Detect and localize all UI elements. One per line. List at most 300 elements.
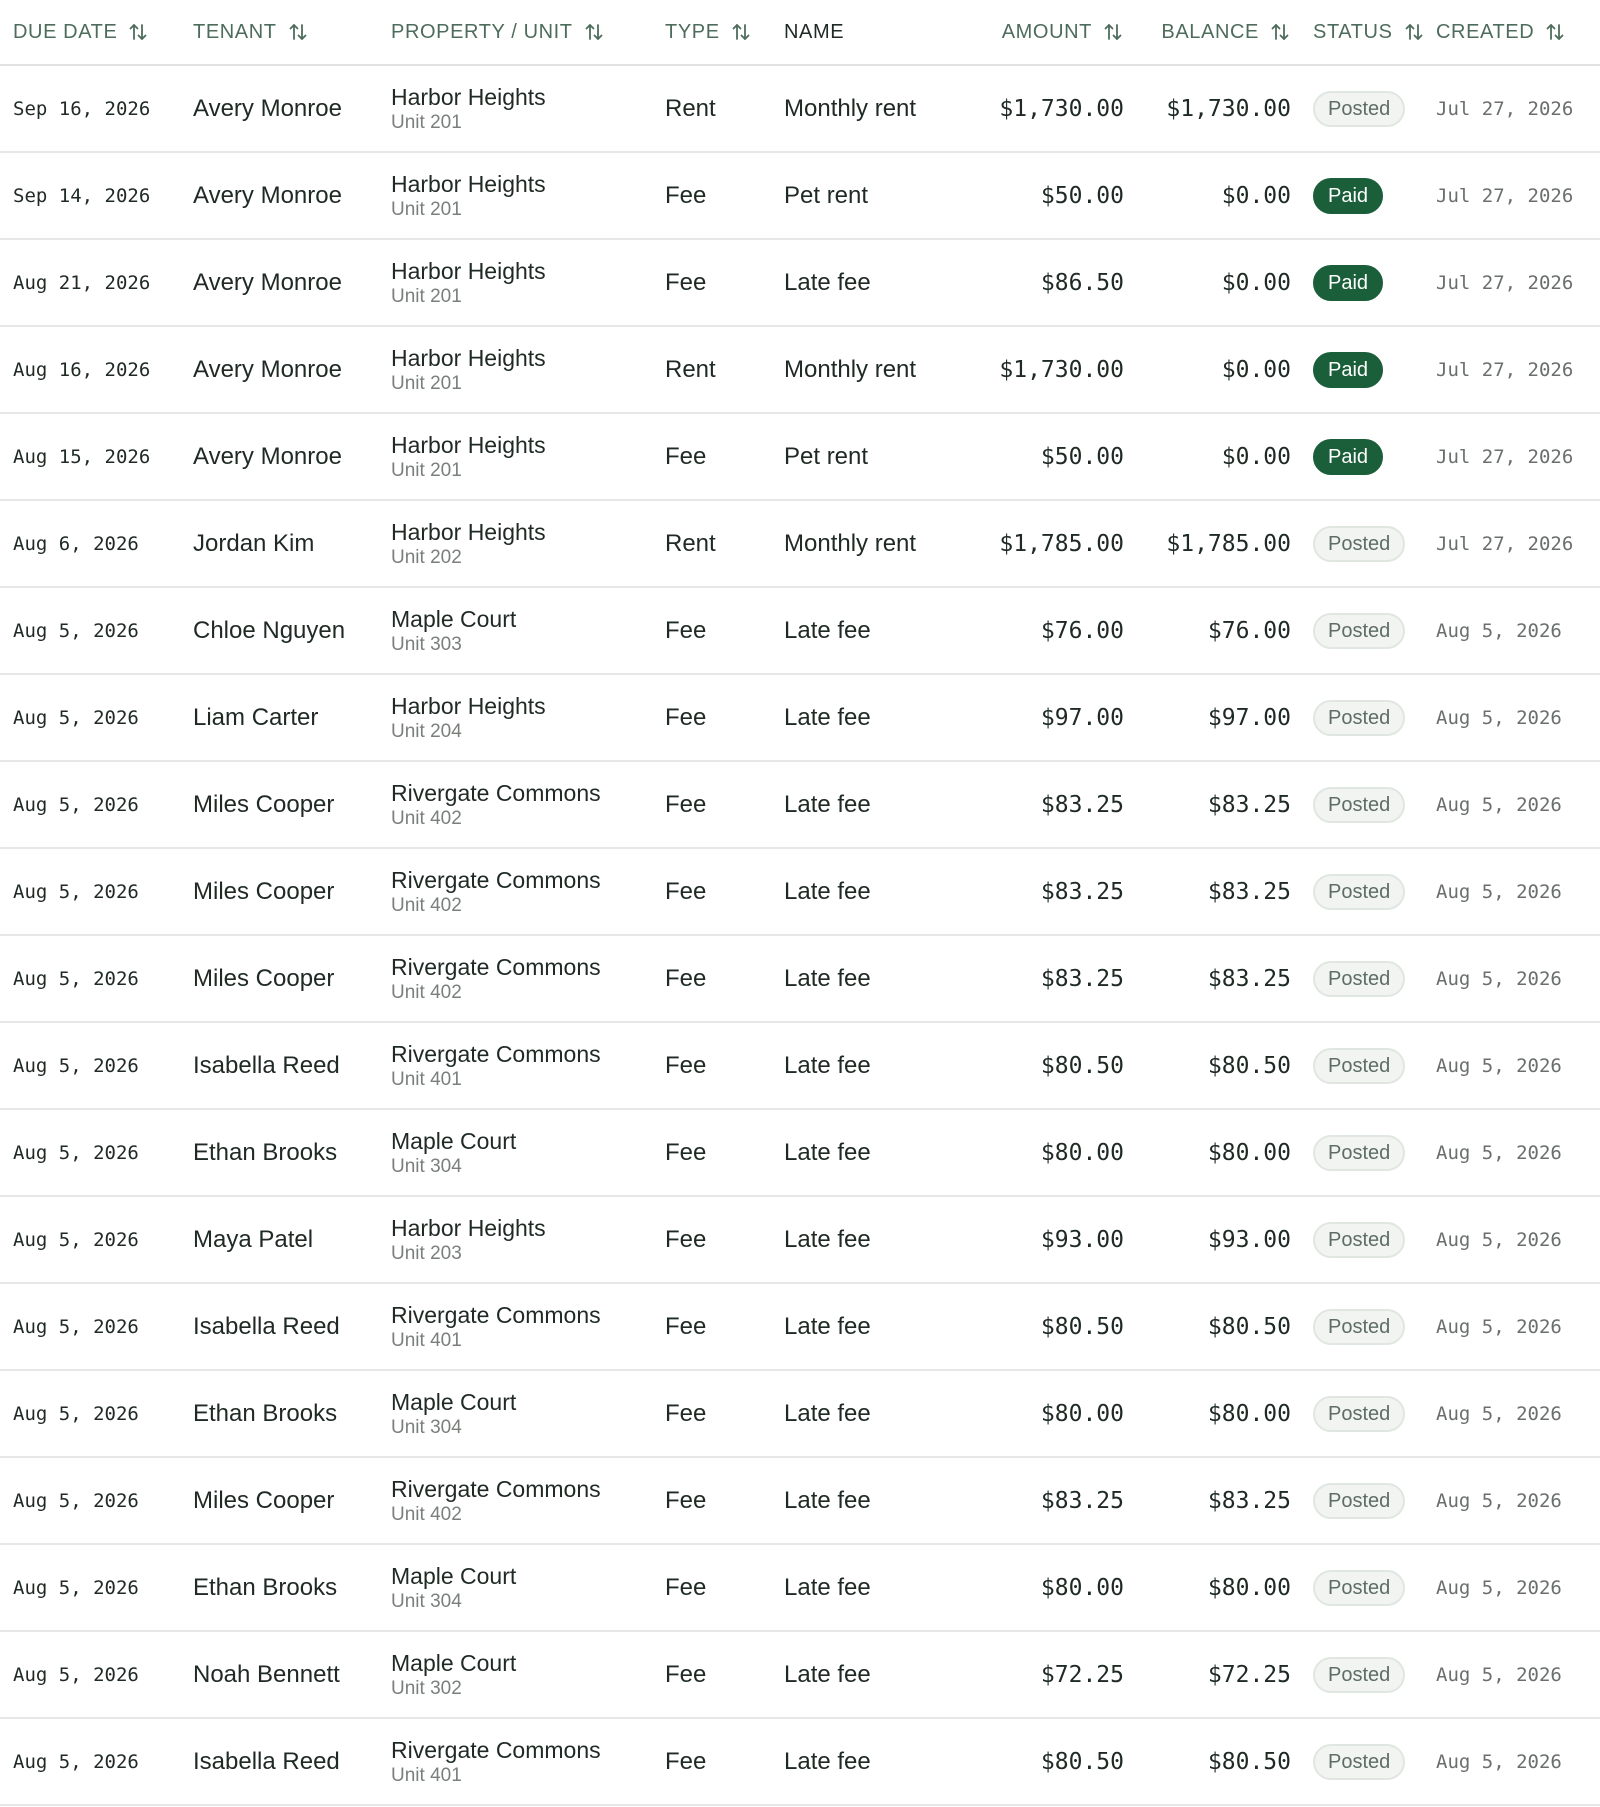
header-type-label: TYPE xyxy=(665,20,720,43)
unit-label: Unit 204 xyxy=(391,720,462,742)
status-cell xyxy=(1293,91,1433,127)
status-cell xyxy=(1293,1744,1433,1780)
created-date: Aug 5, 2026 xyxy=(1436,967,1562,990)
property-name: Rivergate Commons xyxy=(391,1040,601,1067)
status-badge: Paid xyxy=(1313,265,1383,301)
charge-name: Monthly rent xyxy=(784,529,917,557)
property-cell xyxy=(391,1128,665,1178)
amount: $93.00 xyxy=(1040,1226,1124,1253)
charge-type: Fee xyxy=(665,1660,707,1688)
name-cell xyxy=(784,1574,959,1602)
amount-cell xyxy=(959,1227,1126,1253)
charge-name: Late fee xyxy=(784,703,871,731)
header-property-label: PROPERTY / UNIT xyxy=(391,20,573,43)
status-badge: Paid xyxy=(1313,352,1383,388)
tenant-name: Avery Monroe xyxy=(193,442,342,470)
unit-label: Unit 402 xyxy=(391,807,462,829)
table-row[interactable] xyxy=(0,1545,1600,1632)
property-name: Harbor Heights xyxy=(391,518,546,545)
table-row[interactable] xyxy=(0,1023,1600,1110)
tenant-cell xyxy=(179,530,391,558)
balance: $83.25 xyxy=(1207,965,1291,992)
charge-type: Fee xyxy=(665,1747,707,1775)
type-cell xyxy=(665,95,784,123)
balance: $80.50 xyxy=(1207,1313,1291,1340)
created-date: Aug 5, 2026 xyxy=(1436,880,1562,903)
charge-type: Fee xyxy=(665,964,707,992)
property-cell xyxy=(391,780,665,830)
status-badge: Paid xyxy=(1313,439,1383,475)
tenant-name: Liam Carter xyxy=(193,703,319,731)
amount-cell xyxy=(959,879,1126,905)
balance-cell xyxy=(1126,705,1293,731)
charge-name: Late fee xyxy=(784,1138,871,1166)
due-date-cell xyxy=(0,533,179,555)
tenant-name: Miles Cooper xyxy=(193,1486,335,1514)
amount: $72.25 xyxy=(1040,1661,1124,1688)
amount-cell xyxy=(959,1053,1126,1079)
status-badge: Posted xyxy=(1313,91,1405,127)
status-cell xyxy=(1293,1483,1433,1519)
header-balance[interactable] xyxy=(1126,21,1293,44)
balance: $1,785.00 xyxy=(1166,530,1291,557)
created-cell xyxy=(1433,881,1600,903)
amount-cell xyxy=(959,1749,1126,1775)
status-cell xyxy=(1293,352,1433,388)
balance: $83.25 xyxy=(1207,1487,1291,1514)
tenant-name: Avery Monroe xyxy=(193,94,342,122)
table-body xyxy=(0,66,1600,1806)
balance-cell xyxy=(1126,1488,1293,1514)
amount-cell xyxy=(959,705,1126,731)
created-cell xyxy=(1433,1664,1600,1686)
property-cell xyxy=(391,1563,665,1613)
table-row[interactable] xyxy=(0,1110,1600,1197)
due-date: Aug 5, 2026 xyxy=(13,1228,139,1251)
created-date: Aug 5, 2026 xyxy=(1436,1663,1562,1686)
status-cell xyxy=(1293,526,1433,562)
balance-cell xyxy=(1126,792,1293,818)
charge-name: Monthly rent xyxy=(784,355,917,383)
header-tenant-label: TENANT xyxy=(193,20,277,43)
tenant-name: Avery Monroe xyxy=(193,355,342,383)
created-date: Jul 27, 2026 xyxy=(1436,532,1574,555)
tenant-cell xyxy=(179,1313,391,1341)
tenant-cell xyxy=(179,1052,391,1080)
table-row[interactable] xyxy=(0,327,1600,414)
unit-label: Unit 402 xyxy=(391,981,462,1003)
due-date-cell xyxy=(0,359,179,381)
balance: $97.00 xyxy=(1207,704,1291,731)
header-created[interactable] xyxy=(1433,21,1600,44)
created-date: Aug 5, 2026 xyxy=(1436,793,1562,816)
tenant-name: Avery Monroe xyxy=(193,181,342,209)
status-badge: Posted xyxy=(1313,787,1405,823)
header-status-label: STATUS xyxy=(1313,20,1393,43)
unit-label: Unit 401 xyxy=(391,1329,462,1351)
name-cell xyxy=(784,530,959,558)
created-date: Aug 5, 2026 xyxy=(1436,1315,1562,1338)
status-badge: Posted xyxy=(1313,1744,1405,1780)
tenant-name: Miles Cooper xyxy=(193,964,335,992)
property-cell xyxy=(391,258,665,308)
amount: $80.50 xyxy=(1040,1052,1124,1079)
sort-arrows-icon[interactable] xyxy=(127,21,149,43)
table-row[interactable] xyxy=(0,936,1600,1023)
amount: $76.00 xyxy=(1040,617,1124,644)
table-row[interactable] xyxy=(0,1632,1600,1719)
due-date-cell xyxy=(0,1751,179,1773)
due-date-cell xyxy=(0,620,179,642)
balance-cell xyxy=(1126,966,1293,992)
balance-cell xyxy=(1126,1314,1293,1340)
header-amount[interactable] xyxy=(959,21,1126,44)
name-cell xyxy=(784,443,959,471)
due-date: Aug 5, 2026 xyxy=(13,1315,139,1338)
due-date: Aug 5, 2026 xyxy=(13,1489,139,1512)
created-date: Aug 5, 2026 xyxy=(1436,1576,1562,1599)
status-cell xyxy=(1293,787,1433,823)
status-cell xyxy=(1293,178,1433,214)
balance: $76.00 xyxy=(1207,617,1291,644)
property-cell xyxy=(391,1215,665,1265)
property-cell xyxy=(391,954,665,1004)
due-date-cell xyxy=(0,272,179,294)
charge-type: Rent xyxy=(665,94,716,122)
name-cell xyxy=(784,269,959,297)
unit-label: Unit 304 xyxy=(391,1416,462,1438)
property-name: Rivergate Commons xyxy=(391,1301,601,1328)
sort-arrows-icon[interactable] xyxy=(730,21,752,43)
charge-name: Late fee xyxy=(784,877,871,905)
type-cell xyxy=(665,1574,784,1602)
header-type[interactable] xyxy=(665,21,784,44)
table-row[interactable] xyxy=(0,1284,1600,1371)
unit-label: Unit 203 xyxy=(391,1242,462,1264)
due-date-cell xyxy=(0,1229,179,1251)
sort-arrows-icon[interactable] xyxy=(1269,21,1291,43)
header-property-unit[interactable] xyxy=(391,21,665,44)
status-badge: Paid xyxy=(1313,178,1383,214)
table-row[interactable] xyxy=(0,153,1600,240)
balance-cell xyxy=(1126,1140,1293,1166)
created-date: Aug 5, 2026 xyxy=(1436,1141,1562,1164)
due-date: Aug 5, 2026 xyxy=(13,619,139,642)
charge-type: Fee xyxy=(665,1312,707,1340)
balance: $83.25 xyxy=(1207,878,1291,905)
balance: $0.00 xyxy=(1221,443,1291,470)
table-row[interactable] xyxy=(0,675,1600,762)
property-name: Maple Court xyxy=(391,1388,517,1415)
status-badge: Posted xyxy=(1313,1135,1405,1171)
tenant-cell xyxy=(179,1226,391,1254)
table-row[interactable] xyxy=(0,762,1600,849)
name-cell xyxy=(784,1139,959,1167)
sort-arrows-icon[interactable] xyxy=(583,21,605,43)
property-cell xyxy=(391,432,665,482)
table-row[interactable] xyxy=(0,414,1600,501)
charge-type: Fee xyxy=(665,790,707,818)
balance: $80.00 xyxy=(1207,1139,1291,1166)
amount-cell xyxy=(959,618,1126,644)
amount-cell xyxy=(959,183,1126,209)
status-badge: Posted xyxy=(1313,1222,1405,1258)
name-cell xyxy=(784,704,959,732)
charge-name: Late fee xyxy=(784,964,871,992)
due-date: Aug 21, 2026 xyxy=(13,271,151,294)
table-row[interactable] xyxy=(0,1719,1600,1806)
amount: $1,730.00 xyxy=(999,356,1124,383)
created-date: Jul 27, 2026 xyxy=(1436,445,1574,468)
status-cell xyxy=(1293,265,1433,301)
tenant-name: Chloe Nguyen xyxy=(193,616,346,644)
charge-type: Fee xyxy=(665,1138,707,1166)
due-date-cell xyxy=(0,1490,179,1512)
amount-cell xyxy=(959,1314,1126,1340)
tenant-name: Avery Monroe xyxy=(193,268,342,296)
header-tenant[interactable] xyxy=(179,21,391,44)
charge-name: Late fee xyxy=(784,1312,871,1340)
table-row[interactable] xyxy=(0,1371,1600,1458)
due-date: Aug 5, 2026 xyxy=(13,880,139,903)
name-cell xyxy=(784,1226,959,1254)
tenant-cell xyxy=(179,617,391,645)
tenant-name: Ethan Brooks xyxy=(193,1138,338,1166)
due-date-cell xyxy=(0,446,179,468)
due-date: Aug 6, 2026 xyxy=(13,532,139,555)
table-row[interactable] xyxy=(0,849,1600,936)
table-row[interactable] xyxy=(0,1197,1600,1284)
type-cell xyxy=(665,1313,784,1341)
created-date: Aug 5, 2026 xyxy=(1436,706,1562,729)
property-name: Harbor Heights xyxy=(391,344,546,371)
unit-label: Unit 304 xyxy=(391,1590,462,1612)
created-date: Jul 27, 2026 xyxy=(1436,97,1574,120)
created-cell xyxy=(1433,1403,1600,1425)
type-cell xyxy=(665,182,784,210)
amount-cell xyxy=(959,1575,1126,1601)
status-badge: Posted xyxy=(1313,961,1405,997)
created-cell xyxy=(1433,446,1600,468)
created-cell xyxy=(1433,1751,1600,1773)
unit-label: Unit 304 xyxy=(391,1155,462,1177)
due-date: Aug 5, 2026 xyxy=(13,793,139,816)
status-badge: Posted xyxy=(1313,1396,1405,1432)
created-cell xyxy=(1433,98,1600,120)
table-row[interactable] xyxy=(0,1458,1600,1545)
created-cell xyxy=(1433,968,1600,990)
table-row[interactable] xyxy=(0,240,1600,327)
tenant-cell xyxy=(179,1400,391,1428)
type-cell xyxy=(665,269,784,297)
sort-arrows-icon[interactable] xyxy=(1403,21,1425,43)
balance: $83.25 xyxy=(1207,791,1291,818)
charge-name: Pet rent xyxy=(784,442,869,470)
tenant-cell xyxy=(179,878,391,906)
charge-type: Fee xyxy=(665,1573,707,1601)
charge-type: Fee xyxy=(665,1399,707,1427)
table-row[interactable] xyxy=(0,501,1600,588)
amount: $83.25 xyxy=(1040,878,1124,905)
property-cell xyxy=(391,1389,665,1439)
header-name xyxy=(784,21,959,44)
balance: $93.00 xyxy=(1207,1226,1291,1253)
tenant-name: Jordan Kim xyxy=(193,529,315,557)
property-cell xyxy=(391,606,665,656)
tenant-cell xyxy=(179,965,391,993)
property-name: Maple Court xyxy=(391,1649,517,1676)
due-date-cell xyxy=(0,1142,179,1164)
tenant-name: Maya Patel xyxy=(193,1225,314,1253)
property-cell xyxy=(391,171,665,221)
name-cell xyxy=(784,182,959,210)
type-cell xyxy=(665,356,784,384)
amount-cell xyxy=(959,792,1126,818)
header-name-label: NAME xyxy=(784,20,845,43)
balance: $80.00 xyxy=(1207,1574,1291,1601)
tenant-name: Isabella Reed xyxy=(193,1312,340,1340)
property-cell xyxy=(391,1302,665,1352)
type-cell xyxy=(665,1400,784,1428)
tenant-name: Isabella Reed xyxy=(193,1051,340,1079)
due-date-cell xyxy=(0,1403,179,1425)
property-name: Harbor Heights xyxy=(391,431,546,458)
balance: $0.00 xyxy=(1221,269,1291,296)
charge-name: Late fee xyxy=(784,1486,871,1514)
created-cell xyxy=(1433,359,1600,381)
header-due-date[interactable] xyxy=(0,21,179,44)
amount-cell xyxy=(959,1662,1126,1688)
status-cell xyxy=(1293,1309,1433,1345)
created-cell xyxy=(1433,1229,1600,1251)
name-cell xyxy=(784,1313,959,1341)
created-date: Jul 27, 2026 xyxy=(1436,184,1574,207)
tenant-cell xyxy=(179,269,391,297)
charge-type: Fee xyxy=(665,1225,707,1253)
charge-type: Fee xyxy=(665,616,707,644)
due-date: Sep 14, 2026 xyxy=(13,184,151,207)
charge-type: Fee xyxy=(665,181,707,209)
charge-type: Rent xyxy=(665,529,716,557)
table-row[interactable] xyxy=(0,588,1600,675)
amount: $80.50 xyxy=(1040,1748,1124,1775)
unit-label: Unit 402 xyxy=(391,894,462,916)
header-created-label: CREATED xyxy=(1436,20,1535,43)
type-cell xyxy=(665,1661,784,1689)
header-due-date-label: DUE DATE xyxy=(13,20,118,43)
balance: $80.50 xyxy=(1207,1052,1291,1079)
due-date: Aug 5, 2026 xyxy=(13,1402,139,1425)
property-name: Rivergate Commons xyxy=(391,1475,601,1502)
amount-cell xyxy=(959,531,1126,557)
table-row[interactable] xyxy=(0,66,1600,153)
balance-cell xyxy=(1126,1053,1293,1079)
amount-cell xyxy=(959,96,1126,122)
name-cell xyxy=(784,1661,959,1689)
balance: $80.50 xyxy=(1207,1748,1291,1775)
charge-type: Fee xyxy=(665,268,707,296)
charge-type: Fee xyxy=(665,442,707,470)
amount: $1,730.00 xyxy=(999,95,1124,122)
status-badge: Posted xyxy=(1313,1483,1405,1519)
status-badge: Posted xyxy=(1313,1309,1405,1345)
amount: $80.50 xyxy=(1040,1313,1124,1340)
type-cell xyxy=(665,530,784,558)
property-cell xyxy=(391,519,665,569)
name-cell xyxy=(784,1400,959,1428)
tenant-name: Noah Bennett xyxy=(193,1660,340,1688)
balance: $0.00 xyxy=(1221,356,1291,383)
sort-arrows-icon[interactable] xyxy=(1544,21,1566,43)
amount: $80.00 xyxy=(1040,1139,1124,1166)
due-date-cell xyxy=(0,707,179,729)
created-date: Aug 5, 2026 xyxy=(1436,1750,1562,1773)
unit-label: Unit 401 xyxy=(391,1764,462,1786)
due-date: Aug 5, 2026 xyxy=(13,1054,139,1077)
due-date-cell xyxy=(0,185,179,207)
sort-arrows-icon[interactable] xyxy=(1102,21,1124,43)
due-date-cell xyxy=(0,1316,179,1338)
created-cell xyxy=(1433,533,1600,555)
due-date: Aug 5, 2026 xyxy=(13,967,139,990)
name-cell xyxy=(784,1052,959,1080)
balance: $80.00 xyxy=(1207,1400,1291,1427)
amount-cell xyxy=(959,444,1126,470)
created-cell xyxy=(1433,1142,1600,1164)
tenant-cell xyxy=(179,1661,391,1689)
created-date: Aug 5, 2026 xyxy=(1436,1402,1562,1425)
name-cell xyxy=(784,1748,959,1776)
created-date: Aug 5, 2026 xyxy=(1436,619,1562,642)
created-date: Aug 5, 2026 xyxy=(1436,1489,1562,1512)
type-cell xyxy=(665,443,784,471)
property-name: Harbor Heights xyxy=(391,170,546,197)
unit-label: Unit 302 xyxy=(391,1677,462,1699)
charge-name: Late fee xyxy=(784,1573,871,1601)
name-cell xyxy=(784,356,959,384)
created-cell xyxy=(1433,794,1600,816)
amount-cell xyxy=(959,270,1126,296)
unit-label: Unit 201 xyxy=(391,285,462,307)
balance-cell xyxy=(1126,1662,1293,1688)
tenant-cell xyxy=(179,1574,391,1602)
balance-cell xyxy=(1126,531,1293,557)
name-cell xyxy=(784,791,959,819)
tenant-cell xyxy=(179,443,391,471)
sort-arrows-icon[interactable] xyxy=(287,21,309,43)
charge-name: Late fee xyxy=(784,1051,871,1079)
type-cell xyxy=(665,617,784,645)
due-date-cell xyxy=(0,1577,179,1599)
header-status[interactable] xyxy=(1293,21,1433,44)
property-name: Rivergate Commons xyxy=(391,866,601,893)
charge-name: Late fee xyxy=(784,616,871,644)
amount: $97.00 xyxy=(1040,704,1124,731)
name-cell xyxy=(784,617,959,645)
charge-name: Late fee xyxy=(784,790,871,818)
property-name: Harbor Heights xyxy=(391,692,546,719)
created-cell xyxy=(1433,707,1600,729)
tenant-cell xyxy=(179,704,391,732)
type-cell xyxy=(665,878,784,906)
type-cell xyxy=(665,1052,784,1080)
tenant-name: Miles Cooper xyxy=(193,877,335,905)
type-cell xyxy=(665,704,784,732)
tenant-cell xyxy=(179,1139,391,1167)
tenant-cell xyxy=(179,182,391,210)
type-cell xyxy=(665,1226,784,1254)
balance-cell xyxy=(1126,1227,1293,1253)
